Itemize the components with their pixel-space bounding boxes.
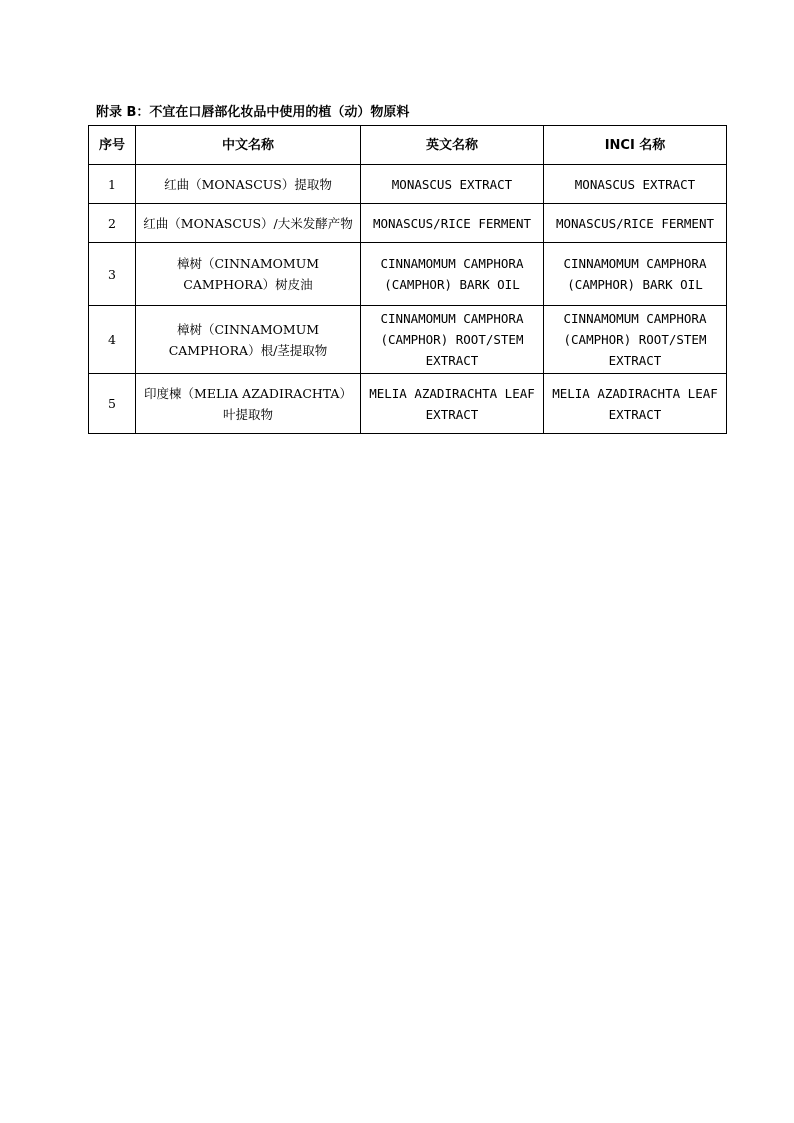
english-name-cell: MONASCUS EXTRACT [361, 165, 544, 204]
chinese-name-cell: 红曲（MONASCUS）提取物 [136, 165, 361, 204]
page-title: 附录 B：不宜在口唇部化妆品中使用的植（动）物原料 [96, 105, 410, 120]
row-number: 2 [89, 204, 136, 243]
chinese-name-cell: 樟树（CINNAMOMUM CAMPHORA）树皮油 [136, 243, 361, 306]
chinese-name-cell: 红曲（MONASCUS）/大米发酵产物 [136, 204, 361, 243]
row-number: 5 [89, 374, 136, 434]
header-number: 序号 [89, 126, 136, 165]
english-name-cell: CINNAMOMUM CAMPHORA (CAMPHOR) ROOT/STEM EXTRACT [361, 306, 544, 374]
chinese-name-cell: 印度楝（MELIA AZADIRACHTA）叶提取物 [136, 374, 361, 434]
header-english-name: 英文名称 [361, 126, 544, 165]
chinese-name-cell: 樟树（CINNAMOMUM CAMPHORA）根/茎提取物 [136, 306, 361, 374]
table-row [89, 306, 727, 374]
appendix-table [88, 125, 727, 434]
inci-name-cell: CINNAMOMUM CAMPHORA (CAMPHOR) ROOT/STEM EXTRACT [544, 306, 727, 374]
row-number: 3 [89, 243, 136, 306]
table-row [89, 374, 727, 434]
inci-name-cell: MELIA AZADIRACHTA LEAF EXTRACT [544, 374, 727, 434]
inci-name-cell: CINNAMOMUM CAMPHORA (CAMPHOR) BARK OIL [544, 243, 727, 306]
english-name-cell: MONASCUS/RICE FERMENT [361, 204, 544, 243]
table-header-row [89, 126, 727, 165]
english-name-cell: MELIA AZADIRACHTA LEAF EXTRACT [361, 374, 544, 434]
row-number: 4 [89, 306, 136, 374]
english-name-cell: CINNAMOMUM CAMPHORA (CAMPHOR) BARK OIL [361, 243, 544, 306]
inci-name-cell: MONASCUS EXTRACT [544, 165, 727, 204]
inci-name-cell: MONASCUS/RICE FERMENT [544, 204, 727, 243]
header-chinese-name: 中文名称 [136, 126, 361, 165]
table-row [89, 204, 727, 243]
header-inci-name: INCI 名称 [544, 126, 727, 165]
table-row [89, 243, 727, 306]
row-number: 1 [89, 165, 136, 204]
table-row [89, 165, 727, 204]
